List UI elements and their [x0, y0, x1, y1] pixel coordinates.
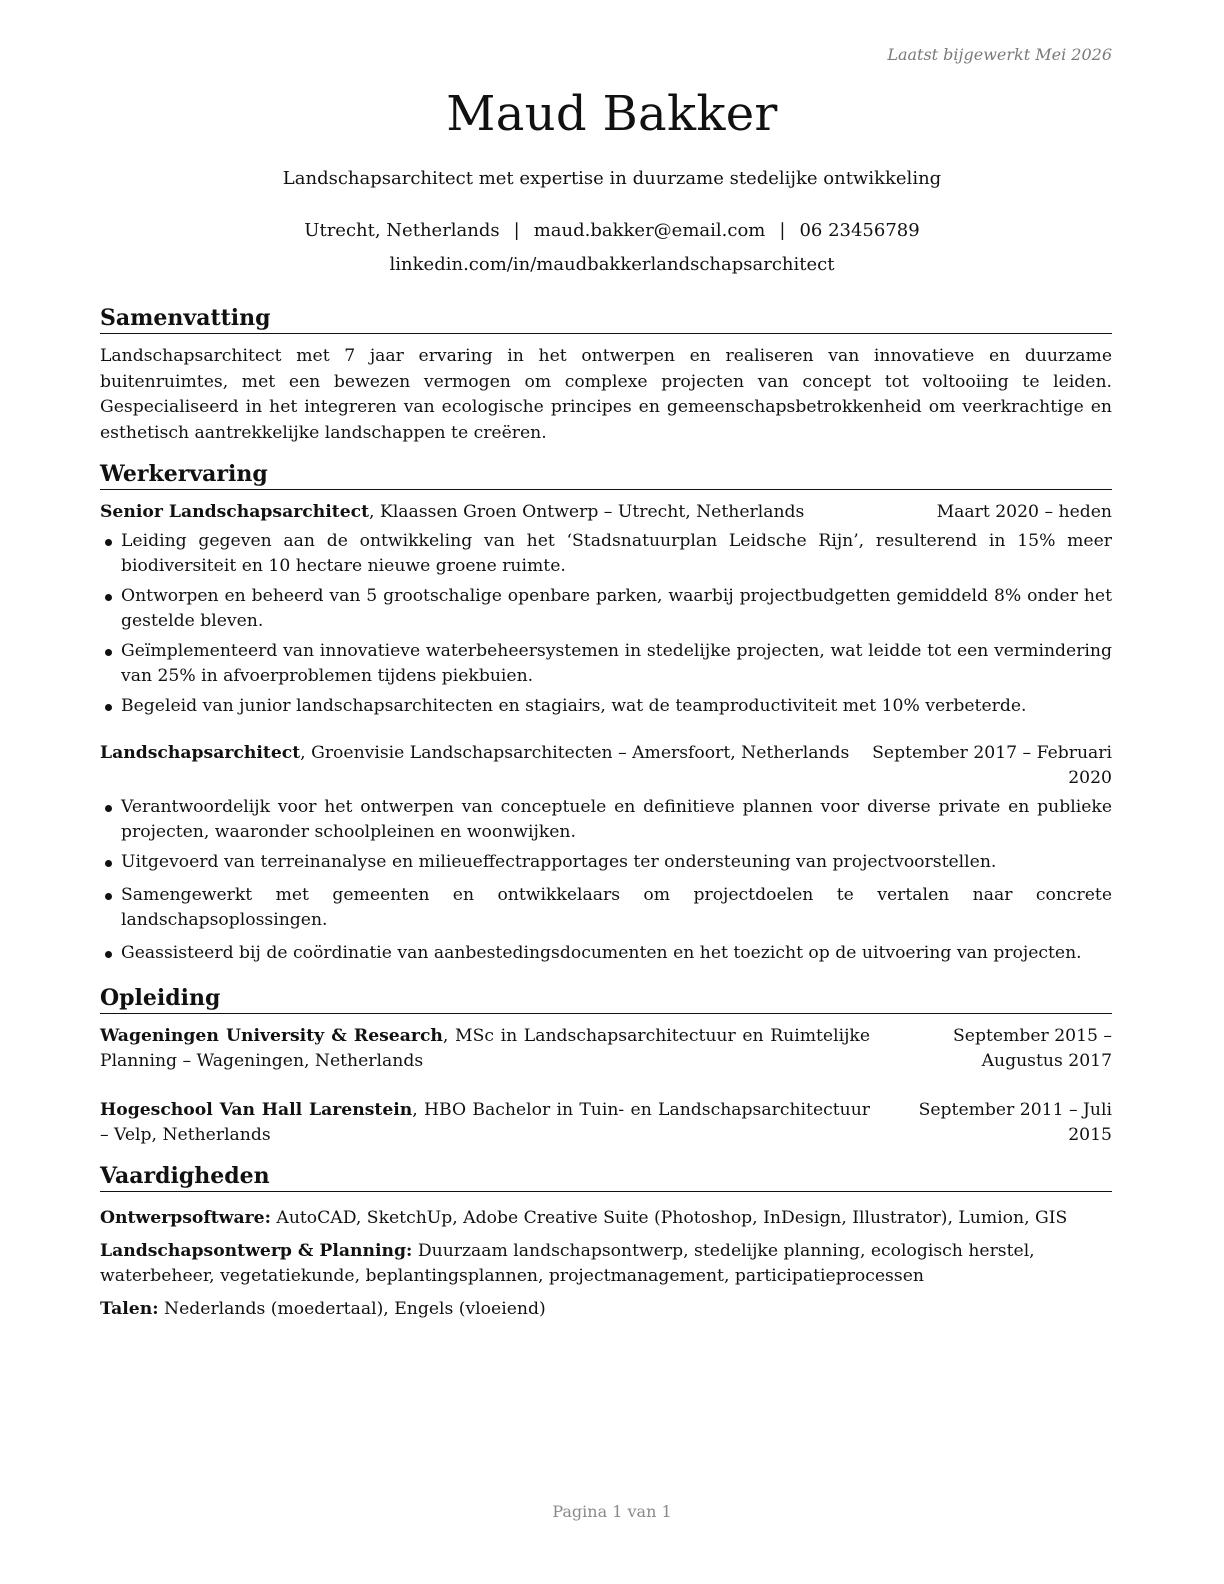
- summary-text: Landschapsarchitect met 7 jaar ervaring in het ontwerpen en realiseren van innovatieve en duurzame buitenruimtes, met een bewezen vermogen om complexe projecten van concept tot voltooiing te leiden. Gespecialiseerd in het integreren van ecologische principes en gemeenschapsbetrokkenheid om veerkrachtige en esthetisch aantrekkelijke landschappen te creëren.: [100, 346, 1112, 443]
- page-number: Pagina 1 van 1: [552, 1502, 672, 1521]
- section-title-experience: Werkervaring: [100, 460, 1112, 490]
- list-item: Begeleid van junior landschapsarchitecten en stagiairs, wat de teamproductiviteit met 10% verbeterde.: [100, 694, 1112, 719]
- resume-body: [100, 304, 1112, 1330]
- skill-row: [100, 1239, 1112, 1289]
- linkedin-link[interactable]: linkedin.com/in/maudbakkerlandschapsarchitect: [389, 254, 835, 275]
- skill-label: Talen:: [100, 1299, 159, 1319]
- job-entry: [100, 500, 1112, 719]
- list-item: Samengewerkt met gemeenten en ontwikkelaars om projectdoelen te vertalen naar concrete landschapsoplossingen.: [100, 883, 1112, 933]
- job-role: Landschapsarchitect: [100, 743, 301, 763]
- skill-value: AutoCAD, SketchUp, Adobe Creative Suite (Photoshop, InDesign, Illustrator), Lumion, GIS: [270, 1208, 1068, 1228]
- skill-value: Nederlands (moedertaal), Engels (vloeiend): [158, 1299, 546, 1319]
- education-entry: [100, 1098, 1112, 1148]
- skill-row: [100, 1206, 1112, 1231]
- separator: |: [513, 220, 520, 241]
- job-header: [100, 741, 1112, 791]
- job-bullets: [100, 795, 1112, 966]
- job-org: , Groenvisie Landschapsarchitecten – Amersfoort, Netherlands: [300, 743, 850, 763]
- last-updated: Laatst bijgewerkt Mei 2026: [887, 45, 1112, 64]
- skill-value: Duurzaam landschapsontwerp, stedelijke planning, ecologisch herstel, waterbeheer, vegetatiekunde, beplantingsplannen, projectmanagement, participatieprocessen: [100, 1241, 1035, 1286]
- contact-line: [0, 220, 1224, 241]
- skill-label: Ontwerpsoftware:: [100, 1208, 271, 1228]
- job-org: , Klaassen Groen Ontwerp – Utrecht, Netherlands: [369, 502, 805, 522]
- job-title-line: [100, 500, 804, 525]
- list-item: Verantwoordelijk voor het ontwerpen van conceptuele en definitieve plannen voor diverse private en publieke projecten, waaronder schoolpleinen en woonwijken.: [100, 795, 1112, 845]
- tagline: Landschapsarchitect met expertise in duurzame stedelijke ontwikkeling: [282, 168, 942, 189]
- location: Utrecht, Netherlands: [304, 220, 500, 241]
- separator: |: [779, 220, 786, 241]
- school-name: Hogeschool Van Hall Larenstein: [100, 1100, 413, 1120]
- job-dates: Maart 2020 – heden: [936, 502, 1112, 522]
- job-entry: [100, 741, 1112, 966]
- phone: 06 23456789: [799, 220, 920, 241]
- list-item: Geassisteerd bij de coördinatie van aanbestedingsdocumenten en het toezicht op de uitvoering van projecten.: [100, 941, 1112, 966]
- education-detail: [100, 1024, 870, 1074]
- job-dates: September 2017 – Februari 2020: [872, 743, 1112, 788]
- candidate-name: Maud Bakker: [446, 86, 778, 142]
- email-link[interactable]: maud.bakker@email.com: [533, 220, 766, 241]
- job-role: Senior Landschapsarchitect: [100, 502, 370, 522]
- section-title-summary: Samenvatting: [100, 304, 1112, 334]
- skill-row: [100, 1297, 1112, 1322]
- degree: , MSc in Landschapsarchitectuur en Ruimtelijke Planning – Wageningen, Netherlands: [100, 1026, 870, 1071]
- education-entry: [100, 1024, 1112, 1074]
- list-item: Leiding gegeven aan de ontwikkeling van het ‘Stadsnatuurplan Leidsche Rijn’, resulterend in 15% meer biodiversiteit en 10 hectare nieuwe groene ruimte.: [100, 529, 1112, 579]
- job-title-line: [100, 741, 849, 791]
- education-dates: September 2015 – Augustus 2017: [953, 1026, 1112, 1071]
- education-detail: [100, 1098, 870, 1148]
- list-item: Ontworpen en beheerd van 5 grootschalige openbare parken, waarbij projectbudgetten gemiddeld 8% onder het gestelde bleven.: [100, 584, 1112, 634]
- skill-label: Landschapsontwerp & Planning:: [100, 1241, 413, 1261]
- education-dates: September 2011 – Juli 2015: [918, 1100, 1112, 1145]
- school-name: Wageningen University & Research: [100, 1026, 443, 1046]
- list-item: Geïmplementeerd van innovatieve waterbeheersystemen in stedelijke projecten, wat leidde tot een vermindering van 25% in afvoerproblemen tijdens piekbuien.: [100, 639, 1112, 689]
- section-title-skills: Vaardigheden: [100, 1162, 1112, 1192]
- section-title-education: Opleiding: [100, 984, 1112, 1014]
- job-bullets: [100, 529, 1112, 719]
- list-item: Uitgevoerd van terreinanalyse en milieueffectrapportages ter ondersteuning van projectvoorstellen.: [100, 850, 1112, 875]
- degree: , HBO Bachelor in Tuin- en Landschapsarchitectuur – Velp, Netherlands: [100, 1100, 870, 1145]
- job-header: [100, 500, 1112, 525]
